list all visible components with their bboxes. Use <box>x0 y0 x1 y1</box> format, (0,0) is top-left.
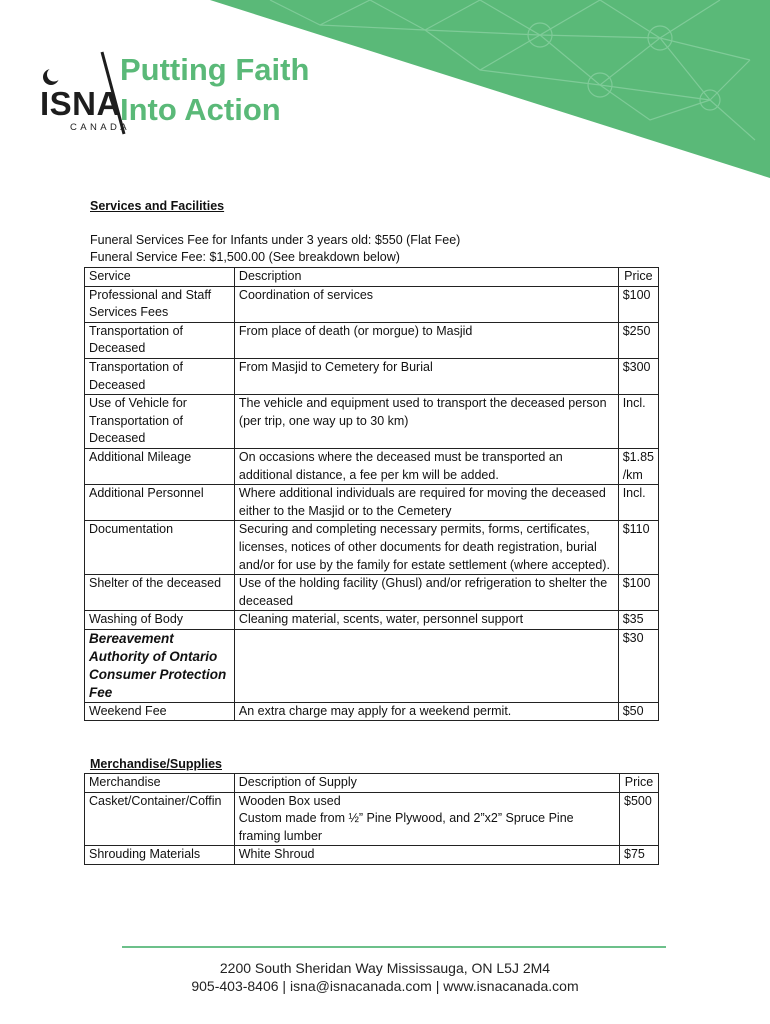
merchandise-title: Merchandise/Supplies <box>90 757 222 771</box>
supply-description-cell <box>234 846 619 865</box>
services-title: Services and Facilities <box>90 199 225 213</box>
service-cell: Additional Personnel <box>85 485 235 521</box>
service-cell: Bereavement Authority of Ontario Consumer Protection Fee <box>85 629 235 702</box>
service-cell: Transportation of Deceased <box>85 358 235 394</box>
description-cell: The vehicle and equipment used to transport the deceased person (per trip, one way up to 30 km) <box>234 395 618 449</box>
price-cell: $50 <box>618 702 658 721</box>
description-cell: On occasions where the deceased must be transported an additional distance, a fee per km will be added. <box>234 448 618 484</box>
table-header-row <box>85 774 659 793</box>
service-cell: Additional Mileage <box>85 448 235 484</box>
table-row <box>85 702 659 721</box>
isna-logo <box>40 50 360 140</box>
service-cell: Weekend Fee <box>85 702 235 721</box>
price-cell: $110 <box>618 521 658 575</box>
description-cell: Coordination of services <box>234 286 618 322</box>
price-cell: $100 <box>618 575 658 611</box>
description-cell: Cleaning material, scents, water, personnel support <box>234 611 618 630</box>
table-row <box>85 846 659 865</box>
description-cell <box>234 629 618 702</box>
supply-description-line: White Shroud <box>238 847 315 862</box>
service-fee-text: Funeral Service Fee: $1,500.00 (See breakdown below) <box>90 250 400 264</box>
price-cell: $1.85 /km <box>618 448 658 484</box>
description-cell: From Masjid to Cemetery for Burial <box>234 358 618 394</box>
table-row <box>85 792 659 846</box>
table-row <box>85 629 659 702</box>
description-cell: An extra charge may apply for a weekend permit. <box>234 702 618 721</box>
tagline-line-2: Into Action <box>120 92 281 127</box>
price-cell: Incl. <box>618 395 658 449</box>
service-cell: Transportation of Deceased <box>85 322 235 358</box>
footer-divider <box>122 946 666 948</box>
service-cell: Use of Vehicle for Transportation of Deceased <box>85 395 235 449</box>
service-cell: Professional and Staff Services Fees <box>85 286 235 322</box>
services-table <box>84 267 659 721</box>
tagline-line-1: Putting Faith <box>120 52 310 87</box>
column-header-merchandise: Merchandise <box>85 774 235 793</box>
logo-wordmark: ISNA <box>40 85 121 122</box>
table-row <box>85 521 659 575</box>
table-row <box>85 286 659 322</box>
column-header-description: Description <box>234 268 618 287</box>
price-cell: $500 <box>620 792 659 846</box>
table-row <box>85 358 659 394</box>
description-cell: From place of death (or morgue) to Masjid <box>234 322 618 358</box>
table-row <box>85 611 659 630</box>
service-cell: Washing of Body <box>85 611 235 630</box>
description-cell: Use of the holding facility (Ghusl) and/or refrigeration to shelter the deceased <box>234 575 618 611</box>
description-cell: Securing and completing necessary permits, forms, certificates, licenses, notices of other documents for death registration, burial and/or for use by the family for estate settlement (where accepted). <box>234 521 618 575</box>
column-header-price: Price <box>618 268 658 287</box>
merchandise-cell: Shrouding Materials <box>85 846 235 865</box>
merchandise-table <box>84 773 659 865</box>
table-row <box>85 322 659 358</box>
footer-address: 2200 South Sheridan Way Mississauga, ON L5J 2M4 <box>219 960 551 976</box>
footer-contact: 905-403-8406 | isna@isnacanada.com | www.isnacanada.com <box>191 978 579 994</box>
price-cell: $100 <box>618 286 658 322</box>
table-row <box>85 448 659 484</box>
price-cell: $35 <box>618 611 658 630</box>
service-cell: Shelter of the deceased <box>85 575 235 611</box>
column-header-service: Service <box>85 268 235 287</box>
price-cell: $30 <box>618 629 658 702</box>
supply-description-cell <box>234 792 619 846</box>
service-cell: Documentation <box>85 521 235 575</box>
price-cell: $75 <box>620 846 659 865</box>
column-header-supply-description: Description of Supply <box>234 774 619 793</box>
infant-fee-text: Funeral Services Fee for Infants under 3 years old: $550 (Flat Fee) <box>90 233 461 247</box>
table-row <box>85 395 659 449</box>
price-cell: $250 <box>618 322 658 358</box>
logo-subname: CANADA <box>70 122 130 133</box>
merchandise-cell: Casket/Container/Coffin <box>85 792 235 846</box>
supply-description-line: Custom made from ½” Pine Plywood, and 2”x2” Spruce Pine framing lumber <box>238 811 574 843</box>
price-cell: Incl. <box>618 485 658 521</box>
description-cell: Where additional individuals are required for moving the deceased either to the Masjid or to the Cemetery <box>234 485 618 521</box>
table-header-row <box>85 268 659 287</box>
supply-description-line: Wooden Box used <box>238 793 341 808</box>
table-row <box>85 575 659 611</box>
price-cell: $300 <box>618 358 658 394</box>
column-header-price: Price <box>620 774 659 793</box>
table-row <box>85 485 659 521</box>
